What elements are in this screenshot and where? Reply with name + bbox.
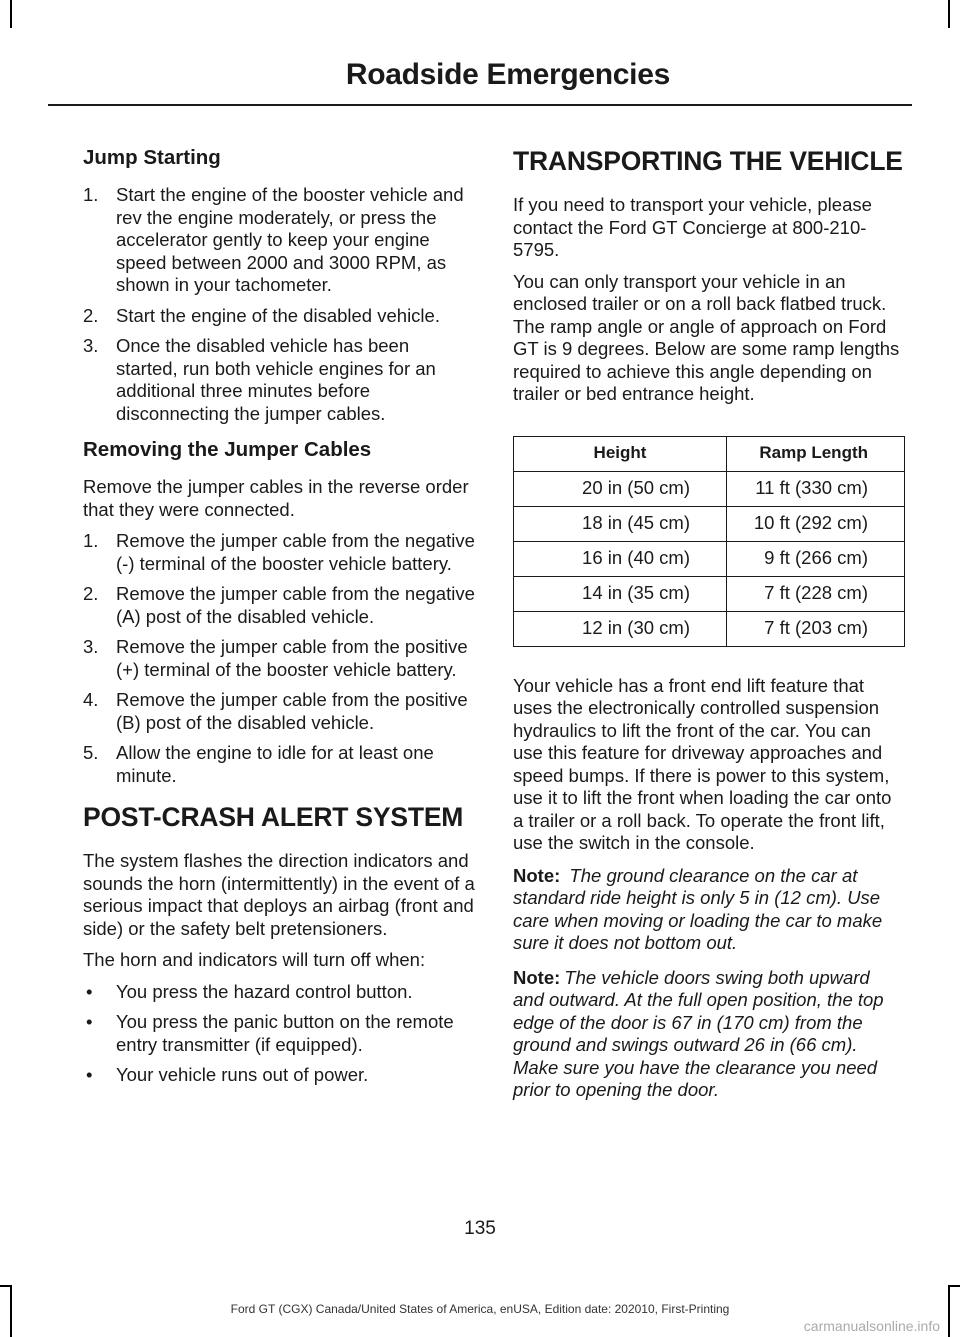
- ramp-length-cell: 7 ft (203 cm): [727, 611, 905, 646]
- list-item: [83, 742, 475, 787]
- step-number: 2.: [83, 304, 99, 326]
- transport-contact-paragraph: If you need to transport your vehicle, please contact the Ford GT Concierge at 800-210-5795.: [513, 194, 872, 260]
- list-item: [83, 530, 475, 575]
- table-row: [514, 541, 905, 576]
- list-item: [83, 1064, 475, 1087]
- watermark: carmanualsonline.info: [803, 1318, 940, 1334]
- removing-cables-steps: [83, 530, 475, 787]
- removing-cables-intro: Remove the jumper cables in the reverse order that they were connected.: [83, 476, 469, 520]
- step-text: Once the disabled vehicle has been started, run both vehicle engines for an additional three minutes before disconnecting the jumper cables.: [116, 335, 436, 424]
- door-clearance-note: [513, 967, 905, 1102]
- note-text: The ground clearance on the car at standard ride height is only 5 in (12 cm). Use care when moving or loading the car to make sure it does not bottom out.: [513, 864, 883, 953]
- height-cell: 12 in (30 cm): [514, 611, 727, 646]
- post-crash-heading: POST-CRASH ALERT SYSTEM: [83, 802, 464, 832]
- step-text: Allow the engine to idle for at least one minute.: [116, 742, 434, 786]
- edition-footer: Ford GT (CGX) Canada/United States of America, enUSA, Edition date: 202010, First-Printing: [230, 1302, 730, 1316]
- step-number: 3.: [83, 335, 99, 356]
- step-text: Start the engine of the booster vehicle and rev the engine moderately, or press the accelerator gently to keep your engine speed between 2000 and 3000 RPM, as shown in your tachometer.: [116, 184, 464, 295]
- list-item: [83, 184, 475, 297]
- note-label: Note:: [513, 966, 561, 988]
- right-column: [513, 140, 905, 1114]
- height-cell: 16 in (40 cm): [514, 541, 727, 576]
- front-lift-paragraph: Your vehicle has a front end lift feature that uses the electronically controlled suspension hydraulics to lift the front of the car. You can use this feature for driveway approaches and speed bumps. If there is power to this system, use it to lift the front when loading the car onto a trailer or a roll back. To operate the front lift, use the switch in the console.: [513, 674, 892, 853]
- step-text: Remove the jumper cable from the negative (A) post of the disabled vehicle.: [116, 583, 475, 627]
- bullet-icon: •: [86, 1064, 93, 1085]
- step-text: Remove the jumper cable from the negative (-) terminal of the booster vehicle battery.: [116, 530, 475, 574]
- jump-starting-steps: [83, 184, 475, 425]
- table-header-row: [514, 436, 905, 471]
- ramp-length-table: [513, 436, 905, 647]
- note-text: The vehicle doors swing both upward and outward. At the full open position, the top edge of the door is 67 in (170 cm) from the ground and swings outward 26 in (66 cm). Make sure you have the clearance you need prior to opening the door.: [513, 966, 884, 1100]
- table-row: [514, 471, 905, 506]
- list-item: [83, 636, 475, 681]
- step-number: 4.: [83, 689, 99, 710]
- post-crash-description: The system flashes the direction indicators and sounds the horn (intermittently) in the event of a serious impact that deploys an airbag (front and side) or the safety belt pretensioners.: [83, 850, 475, 939]
- bullet-text: You press the hazard control button.: [116, 980, 413, 1002]
- post-crash-conditions: [83, 981, 475, 1087]
- ramp-length-cell: 10 ft (292 cm): [727, 506, 905, 541]
- crop-mark-top-right: [948, 0, 950, 28]
- bullet-text: Your vehicle runs out of power.: [116, 1064, 369, 1085]
- step-text: Remove the jumper cable from the positive (+) terminal of the booster vehicle battery.: [116, 636, 468, 680]
- step-number: 1.: [83, 530, 99, 551]
- step-number: 2.: [83, 583, 99, 604]
- step-text: Remove the jumper cable from the positive (B) post of the disabled vehicle.: [116, 689, 468, 733]
- list-item: [83, 689, 475, 734]
- table-row: [514, 576, 905, 611]
- column-header-height: Height: [514, 436, 727, 471]
- list-item: [83, 305, 475, 328]
- ramp-length-cell: 7 ft (228 cm): [727, 576, 905, 611]
- step-number: 3.: [83, 636, 99, 657]
- step-text: Start the engine of the disabled vehicle.: [116, 304, 440, 326]
- bullet-text: You press the panic button on the remote entry transmitter (if equipped).: [116, 1011, 454, 1055]
- list-item: [83, 335, 475, 425]
- list-item: [83, 1011, 475, 1056]
- header-divider: [48, 104, 912, 106]
- table-row: [514, 506, 905, 541]
- removing-cables-heading: Removing the Jumper Cables: [83, 438, 372, 461]
- ramp-length-cell: 11 ft (330 cm): [727, 471, 905, 506]
- post-crash-conditions-intro: The horn and indicators will turn off when:: [83, 949, 426, 970]
- crop-mark-bottom-left-horizontal: [0, 1285, 12, 1287]
- ramp-length-cell: 9 ft (266 cm): [727, 541, 905, 576]
- list-item: [83, 981, 475, 1004]
- table-row: [514, 611, 905, 646]
- transporting-heading: TRANSPORTING THE VEHICLE: [513, 146, 903, 176]
- crop-mark-top-left: [10, 0, 12, 28]
- left-column: [83, 140, 475, 1099]
- bullet-icon: •: [86, 980, 93, 1002]
- jump-starting-heading: Jump Starting: [83, 146, 221, 169]
- page-number: 135: [464, 1218, 496, 1239]
- transport-ramp-paragraph: You can only transport your vehicle in an enclosed trailer or on a roll back flatbed truck. The ramp angle or angle of approach on Ford GT is 9 degrees. Below are some ramp lengths required to achieve this angle depending on trailer or bed entrance height.: [513, 270, 900, 404]
- crop-mark-bottom-right-horizontal: [948, 1285, 960, 1287]
- note-label: Note:: [513, 864, 561, 886]
- step-number: 5.: [83, 742, 99, 763]
- column-header-ramp-length: Ramp Length: [727, 436, 905, 471]
- step-number: 1.: [83, 184, 99, 205]
- page-section-title: Roadside Emergencies: [345, 58, 670, 91]
- height-cell: 18 in (45 cm): [514, 506, 727, 541]
- bullet-icon: •: [86, 1011, 93, 1032]
- list-item: [83, 583, 475, 628]
- height-cell: 14 in (35 cm): [514, 576, 727, 611]
- height-cell: 20 in (50 cm): [514, 471, 727, 506]
- ground-clearance-note: [513, 865, 905, 955]
